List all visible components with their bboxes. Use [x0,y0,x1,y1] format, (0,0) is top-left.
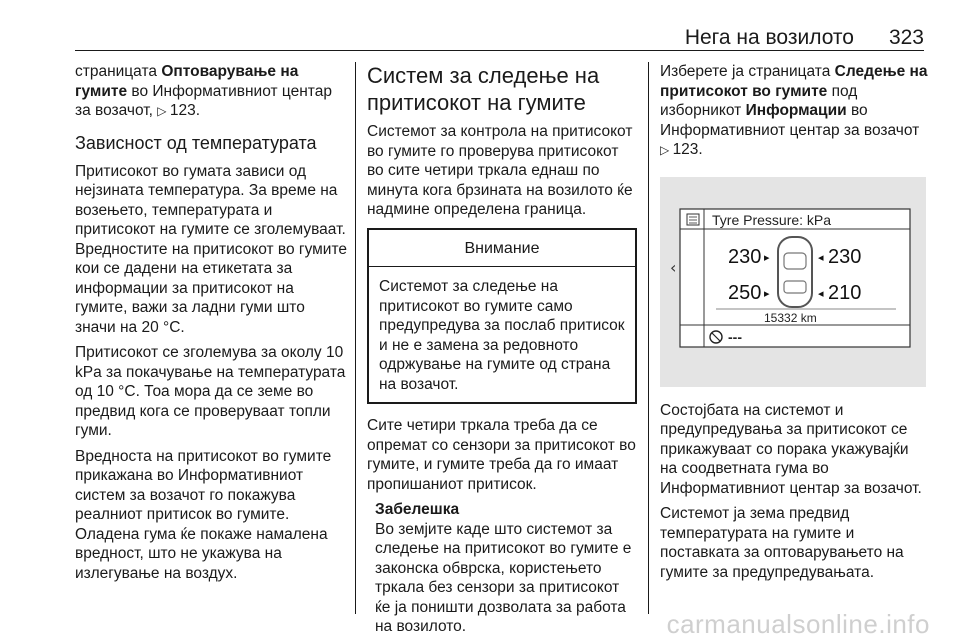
note-box [367,500,637,637]
warning-title: Внимание [369,230,635,268]
arrow-right-icon: ▸ [764,287,770,300]
intro-bold: Оптоварување на гумите [75,63,299,100]
paragraph: Сите четири тркала треба да се опремат со сензори за притисокот во гумите, и гумите треба да го имаат пропишаниот притисок. [367,417,636,493]
chapter-heading: Систем за следење на притисокот на гумите [367,63,600,115]
intro-bold: Информации [745,102,847,119]
paragraph: Состојбата на системот и предупредувања за притисокот се прикажуваат со порака укажувајќи на соодветната гума во Информативниот центар за возачот. [660,401,922,497]
note-text: Во земјите каде што системот за следење на притисокот во гумите е законска обврска, користењето тркала без сензори за притисокот ќе ја поништи дозволата за работа на возилото. [375,520,632,635]
page-header [75,26,924,48]
note-title: Забелешка [375,501,460,518]
watermark: carmanualsonline.info [666,609,930,639]
chevron-left-icon[interactable]: ‹ [670,257,677,277]
column-divider-1 [355,62,356,614]
column-1 [75,62,347,589]
page-ref-icon: ▷ [660,143,673,157]
tyre-pressure-display [660,177,926,387]
display-illustration [660,177,926,387]
paragraph: Вредноста на притисокот во гумите прикажана во Информативниот систем за возачот го покажува реалниот притисок во гумите. Оладена гума ќе покаже намалена вредност, што не укажува на излегување на воздух. [75,447,332,582]
intro-paragraph: страницата Оптоварување на гумите во Информативниот центар за возачот, ▷ 123. [75,63,332,119]
front-left-pressure: 230 [728,245,762,268]
column-2 [367,62,637,637]
page-ref[interactable]: 123. [169,102,201,119]
header-rule [75,50,924,51]
rear-left-pressure: 250 [728,281,762,304]
rear-right-pressure: 210 [828,281,862,304]
running-title: Нега на возилото [684,26,854,49]
arrow-left-icon: ◂ [818,287,824,300]
display-title: Tyre Pressure: kPa [712,211,832,228]
page-ref-icon: ▷ [157,104,170,118]
status-indicator: --- [728,328,742,345]
paragraph: Притисокот во гумата зависи од нејзината температура. За време на возењето, температурата и притисокот на гумите се зголемуваат. Вредностите на притисокот во гумите кои се дадени на етикетата за информации за притисокот на гумите, важи за ладни гуми што значи на 20 °C. [75,162,347,336]
paragraph: Притисокот се зголемува за околу 10 kPa за покачување на температурата од 10 °C. Тоа мора да се земе во предвид кога се проверуваат топли гуми. [75,344,346,439]
intro-paragraph: Изберете ја страницата Следење на притисокот во гумите под изборникот Информации во Информативниот центар за возачот ▷ 123. [660,63,928,158]
column-3 [660,62,930,588]
display-frame [680,209,910,347]
arrow-left-icon: ◂ [818,251,824,264]
page-ref[interactable]: 123. [672,141,703,158]
odometer: 15332 km [764,310,817,325]
paragraph: Системот ја зема предвид температурата на гумите и поставката за оптоварувањето на гумите за предупредувањата. [660,505,904,581]
intro-bold: Следење на притисокот во гумите [660,63,928,100]
page-number: 323 [888,26,924,49]
paragraph: Системот за контрола на притисокот во гумите го проверува притисокот во сите четири тркала еднаш по минута кога брзината на возилото ќе надмине определена граница. [367,123,633,218]
front-right-pressure: 230 [828,245,862,268]
warning-box [367,228,637,405]
warning-text: Системот за следење на притисокот во гумите само предупредува за послаб притисок и не е замена за редовното одржување на гумите од страна на возачот. [379,278,625,393]
column-divider-2 [648,62,649,614]
section-heading: Зависност од температурата [75,132,317,153]
arrow-right-icon: ▸ [764,251,770,264]
